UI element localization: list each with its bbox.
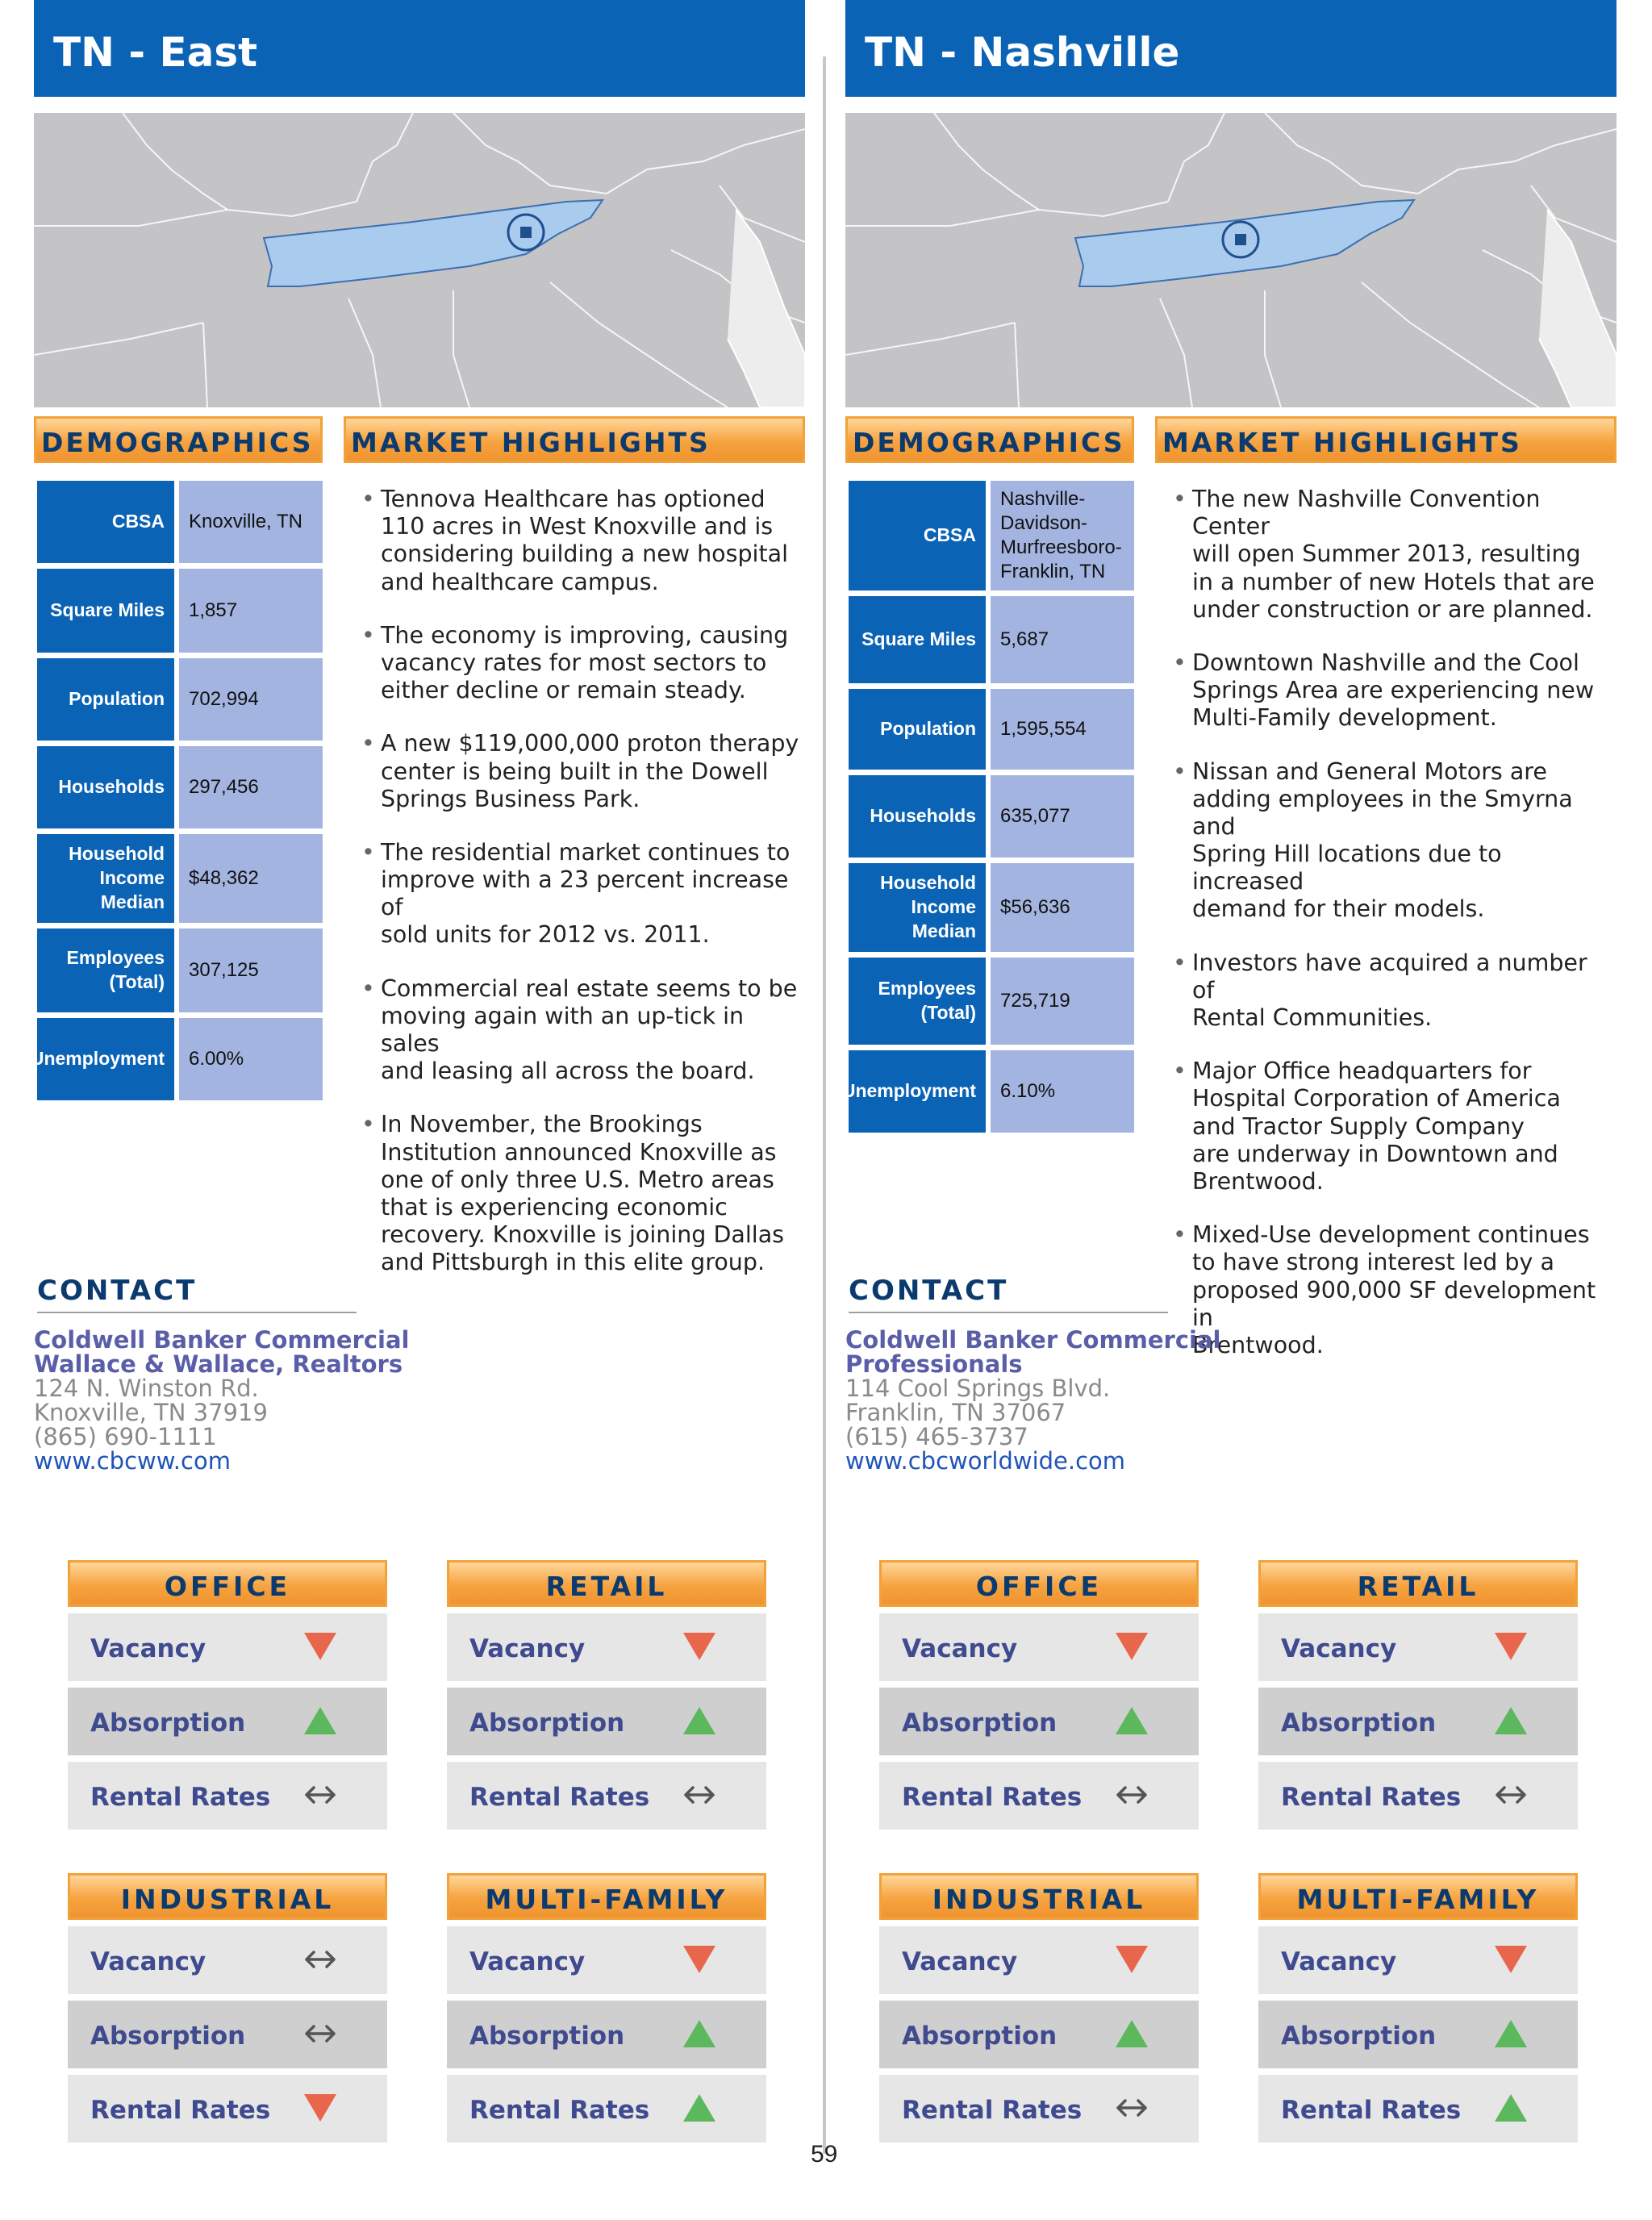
sector-card-header [879, 1560, 1199, 1607]
sector-metric-label: Vacancy [1281, 1947, 1397, 1976]
location-marker-dot [1235, 234, 1246, 245]
sector-metric-row [68, 1613, 387, 1681]
demographics-value: 702,994 [179, 658, 323, 741]
down-triangle-icon [300, 2091, 340, 2125]
sector-metric-row [879, 1926, 1199, 1994]
contact-phone: (615) 465-3737 [845, 1423, 1028, 1450]
demographics-value: $56,636 [991, 863, 1134, 952]
sector-card-header [68, 1560, 387, 1607]
demographics-value: 635,077 [991, 775, 1134, 858]
down-triangle-icon [1112, 1942, 1152, 1976]
demographics-header [34, 416, 323, 463]
highlight-item: • Downtown Nashville and the Cool Springs Area are experiencing new Multi-Family development. [1171, 649, 1613, 732]
double-arrow-icon [300, 1778, 340, 1812]
column-divider [823, 56, 826, 2154]
highlight-item: • Tennova Healthcare has optioned 110 acres in West Knoxville and is considering building a new hospital and healthcare campus. [360, 486, 802, 596]
sector-name: INDUSTRIAL [932, 1884, 1146, 1915]
sector-card-header [1258, 1873, 1578, 1920]
contact-org-line2: Professionals [845, 1350, 1023, 1378]
double-arrow-icon [300, 2017, 340, 2051]
sector-card-header [447, 1873, 766, 1920]
sector-metric-label: Absorption [90, 2022, 246, 2051]
demographics-row [37, 746, 323, 828]
demographics-value: 725,719 [991, 958, 1134, 1045]
market-highlights-list [1171, 486, 1613, 1385]
up-triangle-icon [1112, 2017, 1152, 2051]
market-highlights-list [360, 486, 802, 1303]
sector-metric-label: Absorption [469, 1709, 625, 1738]
sector-metric-label: Vacancy [469, 1634, 586, 1663]
sector-card [879, 1560, 1199, 1830]
sector-name: OFFICE [164, 1571, 291, 1602]
sector-metric-label: Vacancy [1281, 1634, 1397, 1663]
sector-metric-label: Absorption [902, 1709, 1058, 1738]
sector-name: MULTI-FAMILY [1296, 1884, 1540, 1915]
sector-metric-row [447, 1613, 766, 1681]
contact-rule [37, 1312, 357, 1313]
sector-metric-label: Absorption [1281, 1709, 1437, 1738]
highlight-item: • The economy is improving, causing vacancy rates for most sectors to either decline or remain steady. [360, 622, 802, 705]
up-triangle-icon [679, 2091, 720, 2125]
double-arrow-icon [1491, 1778, 1531, 1812]
up-triangle-icon [679, 2017, 720, 2051]
demographics-table [841, 481, 1134, 1138]
demographics-table [30, 481, 323, 1106]
demographics-label: Household Income Median [37, 834, 174, 923]
demographics-row [37, 834, 323, 923]
sector-metric-label: Vacancy [902, 1947, 1018, 1976]
sector-metric-label: Rental Rates [902, 2096, 1083, 2125]
sector-metric-label: Vacancy [469, 1947, 586, 1976]
demographics-label: Population [849, 689, 986, 770]
contact-title: CONTACT [849, 1275, 1009, 1307]
demographics-row [37, 569, 323, 653]
demographics-label: CBSA [849, 481, 986, 590]
market-highlights-header [1155, 416, 1617, 463]
demographics-label: Employees (Total) [849, 958, 986, 1045]
contact-rule [849, 1312, 1168, 1313]
location-marker-dot [520, 227, 532, 238]
demographics-value: $48,362 [179, 834, 323, 923]
sector-metric-row [1258, 1688, 1578, 1755]
sector-metric-label: Absorption [902, 2022, 1058, 2051]
demographics-row [30, 1018, 323, 1100]
sector-card [1258, 1873, 1578, 2143]
sector-metric-row [1258, 1762, 1578, 1830]
highlight-item: • The new Nashville Convention Center will open Summer 2013, resulting in a number of new Hotels that are under construction or are planned. [1171, 486, 1613, 624]
demographics-row [849, 689, 1134, 770]
double-arrow-icon [679, 1778, 720, 1812]
market-title-bar [845, 0, 1617, 97]
highlight-item: • A new $119,000,000 proton therapy center is being built in the Dowell Springs Business Park. [360, 730, 802, 813]
page-number: 59 [811, 2141, 838, 2168]
demographics-value: 5,687 [991, 596, 1134, 683]
sector-metric-row [879, 1613, 1199, 1681]
sector-metric-row [447, 1926, 766, 1994]
sector-card-header [68, 1873, 387, 1920]
sector-name: OFFICE [975, 1571, 1103, 1602]
down-triangle-icon [1491, 1630, 1531, 1663]
demographics-value: 6.10% [991, 1050, 1134, 1133]
demographics-label: Households [849, 775, 986, 858]
market-title: TN - Nashville [865, 29, 1180, 76]
sector-metric-row [447, 1762, 766, 1830]
demographics-header-label: DEMOGRAPHICS [853, 427, 1125, 458]
sector-metric-row [68, 1926, 387, 1994]
market-highlights-header-label: MARKET HIGHLIGHTS [1162, 427, 1522, 458]
sector-name: MULTI-FAMILY [485, 1884, 728, 1915]
contact-website-link[interactable]: www.cbcworldwide.com [845, 1447, 1126, 1475]
demographics-header-label: DEMOGRAPHICS [41, 427, 314, 458]
sector-card [447, 1873, 766, 2143]
contact-org-line1: Coldwell Banker Commercial [845, 1326, 1221, 1354]
contact-org-line2: Wallace & Wallace, Realtors [34, 1350, 403, 1378]
contact-org-line1: Coldwell Banker Commercial [34, 1326, 410, 1354]
sector-metric-row [68, 1688, 387, 1755]
sector-metric-row [879, 1688, 1199, 1755]
down-triangle-icon [300, 1630, 340, 1663]
sector-card-header [879, 1873, 1199, 1920]
demographics-row [841, 1050, 1134, 1133]
demographics-label: CBSA [37, 481, 174, 563]
double-arrow-icon [1112, 1778, 1152, 1812]
demographics-label: Households [37, 746, 174, 828]
down-triangle-icon [679, 1942, 720, 1976]
double-arrow-icon [1112, 2091, 1152, 2125]
sector-metric-row [447, 2075, 766, 2143]
sector-metric-label: Rental Rates [469, 2096, 650, 2125]
highlight-item: • Investors have acquired a number of Rental Communities. [1171, 949, 1613, 1033]
demographics-value: 1,857 [179, 569, 323, 653]
contact-title: CONTACT [37, 1275, 198, 1307]
up-triangle-icon [679, 1704, 720, 1738]
sector-metric-label: Vacancy [90, 1947, 206, 1976]
highlight-item: • Nissan and General Motors are adding employees in the Smyrna and Spring Hill locations due to increased demand for their models. [1171, 758, 1613, 924]
up-triangle-icon [1491, 1704, 1531, 1738]
market-column-nashville [841, 0, 1617, 2220]
demographics-label: Household Income Median [849, 863, 986, 952]
sector-card [1258, 1560, 1578, 1830]
contact-address-line1: 114 Cool Springs Blvd. [845, 1375, 1111, 1402]
tennessee-map [34, 113, 805, 407]
sector-card [879, 1873, 1199, 2143]
sector-metric-row [1258, 1613, 1578, 1681]
demographics-label: Employees (Total) [37, 928, 174, 1012]
sector-metric-row [1258, 1926, 1578, 1994]
demographics-label: Unemployment [849, 1050, 986, 1133]
sector-metric-row [447, 2001, 766, 2068]
demographics-row [849, 863, 1134, 952]
sector-metric-label: Absorption [90, 1709, 246, 1738]
up-triangle-icon [1491, 2091, 1531, 2125]
demographics-row [849, 481, 1134, 590]
market-highlights-header-label: MARKET HIGHLIGHTS [351, 427, 711, 458]
sector-metric-row [1258, 2075, 1578, 2143]
up-triangle-icon [1112, 1704, 1152, 1738]
demographics-label: Square Miles [37, 569, 174, 653]
sector-metric-label: Vacancy [902, 1634, 1018, 1663]
sector-metric-row [879, 2075, 1199, 2143]
sector-card-header [447, 1560, 766, 1607]
sector-metric-label: Rental Rates [469, 1783, 650, 1812]
contact-address-line2: Franklin, TN 37067 [845, 1399, 1066, 1426]
sector-metric-row [68, 2075, 387, 2143]
demographics-value: 307,125 [179, 928, 323, 1012]
up-triangle-icon [1491, 2017, 1531, 2051]
down-triangle-icon [1112, 1630, 1152, 1663]
contact-address-line1: 124 N. Winston Rd. [34, 1375, 259, 1402]
highlight-item: • Commercial real estate seems to be moving again with an up-tick in sales and leasing all across the board. [360, 975, 802, 1086]
market-highlights-header [344, 416, 805, 463]
highlight-item: • Major Office headquarters for Hospital Corporation of America and Tractor Supply Company are underway in Downtown and Brentwood. [1171, 1058, 1613, 1196]
sector-metric-label: Absorption [1281, 2022, 1437, 2051]
contact-block [34, 1328, 486, 1473]
demographics-header [845, 416, 1134, 463]
market-column-east [30, 0, 805, 2220]
down-triangle-icon [1491, 1942, 1531, 1976]
demographics-value: 1,595,554 [991, 689, 1134, 770]
sector-name: INDUSTRIAL [120, 1884, 335, 1915]
demographics-row [849, 958, 1134, 1045]
demographics-value: 297,456 [179, 746, 323, 828]
down-triangle-icon [679, 1630, 720, 1663]
demographics-row [849, 596, 1134, 683]
contact-block [845, 1328, 1297, 1473]
sector-metric-label: Rental Rates [1281, 1783, 1462, 1812]
sector-metric-label: Rental Rates [1281, 2096, 1462, 2125]
contact-phone: (865) 690-1111 [34, 1423, 217, 1450]
sector-metric-row [68, 2001, 387, 2068]
sector-metric-label: Rental Rates [90, 1783, 271, 1812]
tennessee-map [845, 113, 1617, 407]
demographics-value: Knoxville, TN [179, 481, 323, 563]
sector-metric-label: Rental Rates [902, 1783, 1083, 1812]
sector-metric-row [1258, 2001, 1578, 2068]
double-arrow-icon [300, 1942, 340, 1976]
market-title-bar [34, 0, 805, 97]
sector-card [447, 1560, 766, 1830]
demographics-label: Square Miles [849, 596, 986, 683]
sector-name: RETAIL [1357, 1571, 1479, 1602]
sector-card-header [1258, 1560, 1578, 1607]
sector-metric-row [879, 2001, 1199, 2068]
contact-address-line2: Knoxville, TN 37919 [34, 1399, 268, 1426]
highlight-item: • In November, the Brookings Institution announced Knoxville as one of only three U.S. Metro areas that is experiencing economic recovery. Knoxville is joining Dallas and Pittsburgh in this elite group. [360, 1111, 802, 1276]
sector-metric-label: Vacancy [90, 1634, 206, 1663]
highlight-item: • Mixed-Use development continues to have strong interest led by a proposed 900,000 SF development in Brentwood. [1171, 1221, 1613, 1359]
demographics-row [37, 658, 323, 741]
demographics-label: Unemployment [37, 1018, 174, 1100]
up-triangle-icon [300, 1704, 340, 1738]
sector-name: RETAIL [545, 1571, 668, 1602]
sector-metric-row [879, 1762, 1199, 1830]
sector-metric-label: Absorption [469, 2022, 625, 2051]
demographics-row [37, 928, 323, 1012]
demographics-row [37, 481, 323, 563]
sector-metric-row [68, 1762, 387, 1830]
sector-metric-row [447, 1688, 766, 1755]
sector-card [68, 1560, 387, 1830]
demographics-value: 6.00% [179, 1018, 323, 1100]
sector-metric-label: Rental Rates [90, 2096, 271, 2125]
demographics-label: Population [37, 658, 174, 741]
highlight-item: • The residential market continues to improve with a 23 percent increase of sold units for 2012 vs. 2011. [360, 839, 802, 949]
contact-website-link[interactable]: www.cbcww.com [34, 1447, 231, 1475]
demographics-row [849, 775, 1134, 858]
market-title: TN - East [53, 29, 258, 76]
sector-card [68, 1873, 387, 2143]
demographics-value: Nashville- Davidson- Murfreesboro- Franklin, TN [991, 481, 1134, 590]
